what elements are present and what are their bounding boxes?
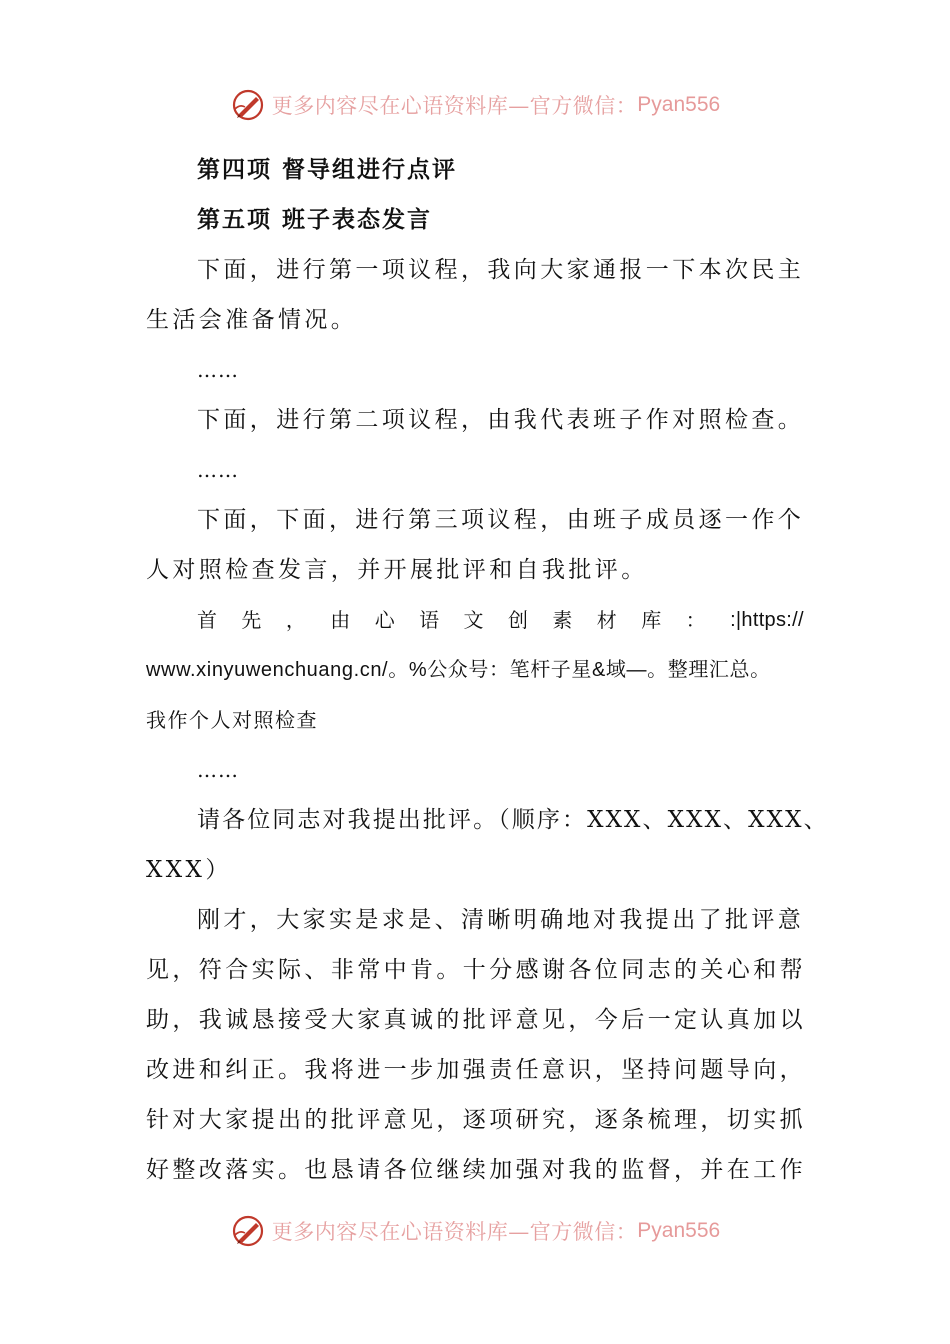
word: 首 <box>197 608 219 632</box>
paragraph-line: 改进和纠正。我将进一步加强责任意识，坚持问题导向， <box>146 1057 806 1083</box>
pen-logo-icon <box>230 1213 266 1249</box>
url-line: www.xinyuwenchuang.cn/。%公众号：笔杆子星&域—。整理汇总。 <box>146 659 771 681</box>
header-banner-text: 更多内容尽在心语资料库—官方微信： <box>271 94 638 118</box>
word: 由 <box>330 608 352 632</box>
word: 文 <box>463 608 486 632</box>
paragraph-line: 请各位同志对我提出批评。（顺序：XXX、XXX、XXX、 <box>197 807 829 833</box>
word: 心 <box>374 608 397 632</box>
footer-banner-text: 更多内容尽在心语资料库—官方微信： <box>271 1220 638 1244</box>
paragraph-line: 下面，下面，进行第三项议程，由班子成员逐一作个 <box>197 507 805 533</box>
header-banner <box>0 80 950 130</box>
paragraph-line: 生活会准备情况。 <box>146 307 358 333</box>
paragraph-line: 下面，进行第二项议程，由我代表班子作对照检查。 <box>197 407 805 433</box>
word: 素 <box>552 608 574 632</box>
pen-logo-icon <box>230 87 266 123</box>
word: 先 <box>241 608 263 632</box>
paragraph-line: 好整改落实。也恳请各位继续加强对我的监督，并在工作 <box>146 1157 806 1183</box>
url-fragment: :|https:// <box>730 609 804 631</box>
paragraph-line: 下面，进行第一项议程，我向大家通报一下本次民主 <box>197 257 805 283</box>
ellipsis: …… <box>197 358 239 382</box>
paragraph-line: 人对照检查发言，并开展批评和自我批评。 <box>146 557 648 583</box>
paragraph-line: 见，符合实际、非常中肯。十分感谢各位同志的关心和帮 <box>146 957 806 983</box>
footer-banner <box>0 1206 950 1256</box>
document-body <box>146 145 829 1195</box>
paragraph-line: XXX） <box>146 857 232 883</box>
word: ： <box>685 608 708 632</box>
paragraph-line: 我作个人对照检查 <box>146 708 318 732</box>
word: 材 <box>596 608 619 632</box>
paragraph-line: 刚才，大家实是求是、清晰明确地对我提出了批评意 <box>197 907 805 933</box>
paragraph-line: 针对大家提出的批评意见，逐项研究，逐条梳理，切实抓 <box>146 1107 806 1133</box>
heading-item-4: 第四项 督导组进行点评 <box>197 156 458 183</box>
word: 语 <box>419 608 441 632</box>
footer-banner-handle: Pyan556 <box>637 1219 721 1242</box>
paragraph-line-justified <box>146 595 806 645</box>
word: ， <box>285 608 308 632</box>
paragraph-line: 助，我诚恳接受大家真诚的批评意见，今后一定认真加以 <box>146 1007 806 1033</box>
word: 创 <box>507 608 530 632</box>
heading-item-5: 第五项 班子表态发言 <box>197 206 433 233</box>
header-banner-handle: Pyan556 <box>637 93 721 116</box>
ellipsis: …… <box>197 758 239 782</box>
word: 库 <box>641 608 663 632</box>
ellipsis: …… <box>197 458 239 482</box>
